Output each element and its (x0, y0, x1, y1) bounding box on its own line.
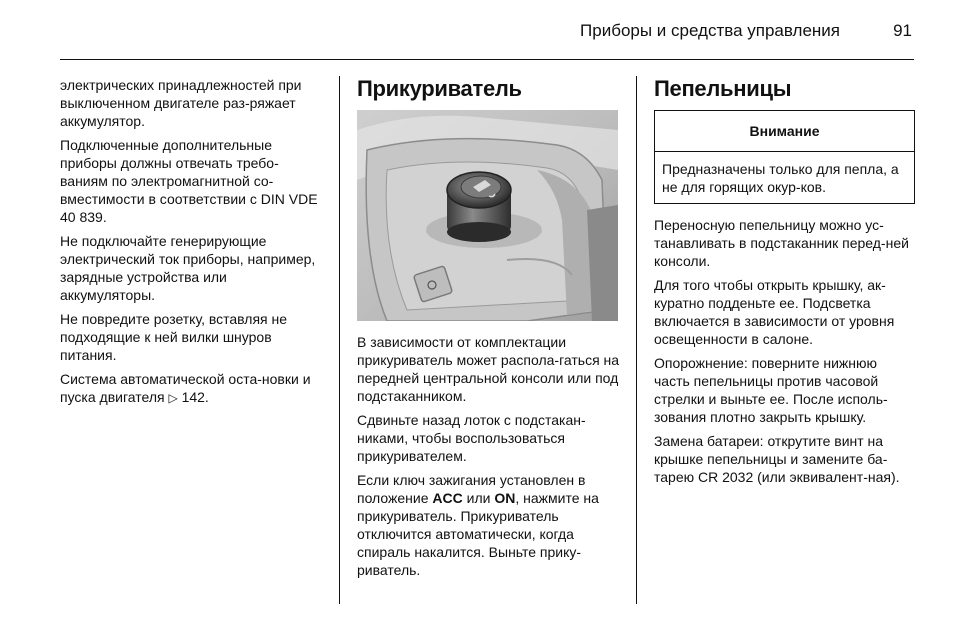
paragraph: Замена батареи: открутите винт на крышке пепельницы и замените ба-тарею CR 2032 (или эквивалент-ная). (654, 433, 900, 485)
paragraph: Для того чтобы открыть крышку, ак-куратно подденьте ее. Подсветка включается в зависимости от уровня освещенности в салоне. (654, 277, 895, 347)
key-position-acc: ACC (432, 490, 463, 506)
warning-box (654, 110, 915, 204)
warning-text: Предназначены только для пепла, а не для горящих окур-ков. (662, 161, 899, 195)
cigarette-lighter-photo (357, 110, 618, 321)
running-header-title: Приборы и средства управления (580, 21, 840, 40)
paragraph: Не повредите розетку, вставляя не подходящие к ней вилки шнуров питания. (60, 311, 288, 363)
page-reference-arrow-icon: ▷ (168, 391, 178, 405)
section-heading-ashtrays: Пепельницы (654, 76, 792, 101)
column-middle (357, 76, 623, 585)
column-left (60, 76, 322, 413)
paragraph: Опорожнение: поверните нижнюю часть пепельницы против часовой стрелки и выньте ее. После исполь-зования плотно закрыть крышку. (654, 355, 888, 425)
paragraph: Подключенные дополнительные приборы должны отвечать требо-ваниям по электромагнитной со-вместимости в соответствии с DIN VDE 40 839. (60, 137, 318, 225)
paragraph: электрических принадлежностей при выключенном двигателе раз-ряжает аккумулятор. (60, 77, 302, 129)
paragraph: В зависимости от комплектации прикуриватель может распола-гаться на передней центральной консоли или под подстаканником. (357, 334, 620, 404)
column-right (654, 76, 916, 492)
paragraph: Переносную пепельницу можно ус-танавливать в подстаканник перед-ней консоли. (654, 217, 909, 269)
header-rule (60, 59, 914, 60)
paragraph: Сдвиньте назад лоток с подстакан-никами, чтобы воспользоваться прикуривателем. (357, 412, 586, 464)
paragraph-text: Система автоматической оста-новки и пуска двигателя (60, 371, 311, 405)
section-heading-cigarette-lighter: Прикуриватель (357, 76, 522, 101)
paragraph-ignition (357, 471, 623, 579)
column-divider (339, 76, 340, 604)
paragraph-text: Если ключ зажигания установлен в положение (357, 472, 586, 506)
page-number: 91 (893, 21, 912, 40)
paragraph: Не подключайте генерирующие электрический ток приборы, например, зарядные устройства или аккумуляторы. (60, 233, 316, 303)
paragraph-with-reference (60, 370, 322, 407)
page-reference[interactable]: 142. (181, 389, 209, 405)
warning-title: Внимание (655, 111, 914, 152)
column-divider (636, 76, 637, 604)
key-position-on: ON (494, 490, 516, 506)
paragraph-text: , нажмите на прикуриватель. Прикуриватель отключится автоматически, когда спираль накалится. Выньте прику-риватель. (357, 490, 599, 578)
paragraph-text: или (466, 490, 491, 506)
